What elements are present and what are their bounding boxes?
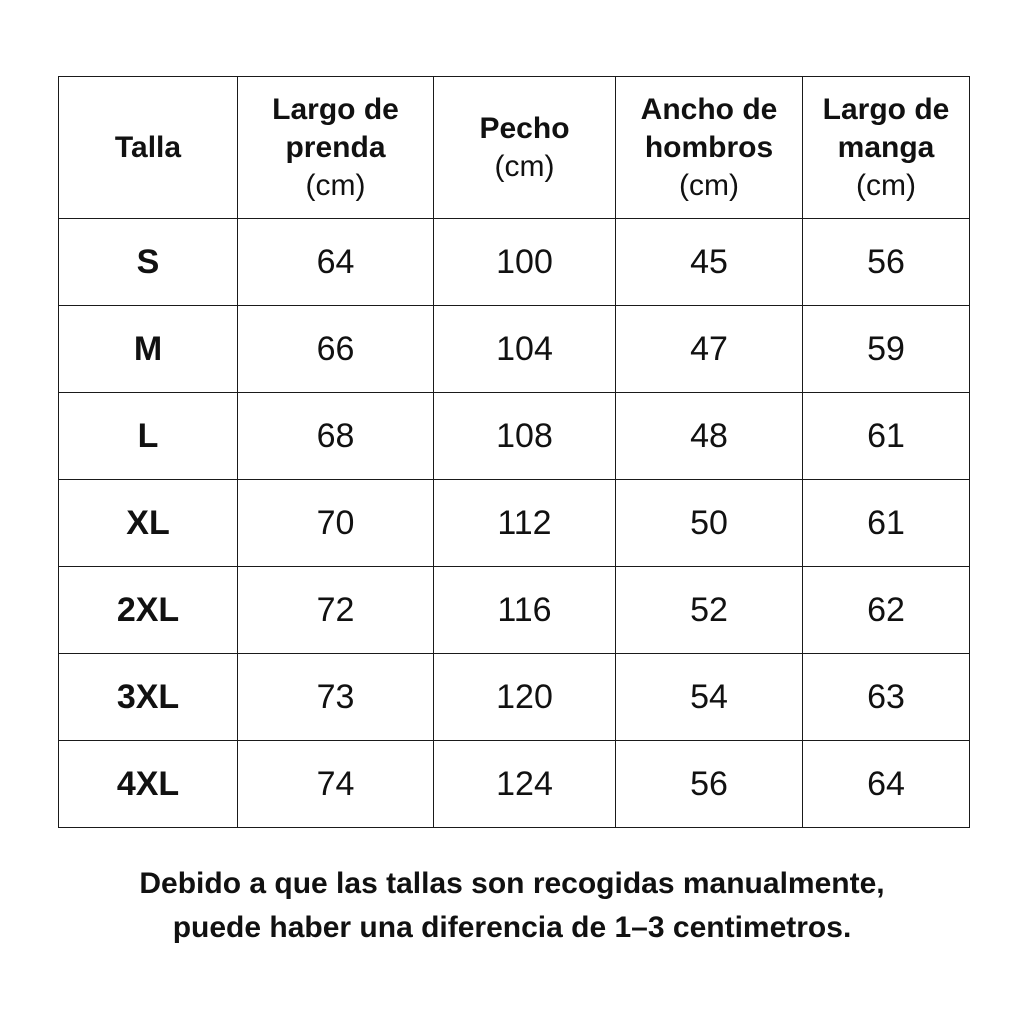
measurement-disclaimer — [0, 862, 1024, 950]
largo-prenda-cell: 74 — [238, 741, 434, 828]
size-cell: 3XL — [59, 654, 238, 741]
header-label: Largo de manga — [822, 92, 950, 164]
ancho-hombros-cell: 48 — [616, 393, 803, 480]
disclaimer-line-2: puede haber una diferencia de 1–3 centimetros. — [172, 911, 852, 944]
ancho-hombros-cell: 52 — [616, 567, 803, 654]
size-cell: XL — [59, 480, 238, 567]
ancho-hombros-cell: 56 — [616, 741, 803, 828]
largo-prenda-cell: 72 — [238, 567, 434, 654]
largo-manga-cell: 64 — [803, 741, 970, 828]
pecho-cell: 112 — [434, 480, 616, 567]
table-row — [59, 741, 970, 828]
largo-manga-cell: 61 — [803, 393, 970, 480]
table-row — [59, 480, 970, 567]
pecho-cell: 108 — [434, 393, 616, 480]
pecho-cell: 120 — [434, 654, 616, 741]
header-pecho — [434, 77, 616, 219]
largo-manga-cell: 56 — [803, 219, 970, 306]
size-cell: 4XL — [59, 741, 238, 828]
header-label: Pecho — [479, 111, 570, 145]
pecho-cell: 104 — [434, 306, 616, 393]
header-unit: (cm) — [305, 168, 366, 202]
header-unit: (cm) — [494, 149, 555, 183]
header-unit: (cm) — [679, 168, 739, 202]
largo-manga-cell: 61 — [803, 480, 970, 567]
size-chart-table — [58, 76, 970, 828]
table-row — [59, 219, 970, 306]
header-label: Ancho de hombros — [640, 92, 778, 164]
largo-prenda-cell: 68 — [238, 393, 434, 480]
pecho-cell: 116 — [434, 567, 616, 654]
disclaimer-line-1: Debido a que las tallas son recogidas manualmente, — [139, 867, 885, 900]
ancho-hombros-cell: 54 — [616, 654, 803, 741]
largo-prenda-cell: 73 — [238, 654, 434, 741]
header-ancho-de-hombros — [616, 77, 803, 219]
size-cell: S — [59, 219, 238, 306]
ancho-hombros-cell: 47 — [616, 306, 803, 393]
largo-manga-cell: 62 — [803, 567, 970, 654]
largo-manga-cell: 63 — [803, 654, 970, 741]
ancho-hombros-cell: 50 — [616, 480, 803, 567]
header-unit: (cm) — [856, 168, 916, 202]
table-row — [59, 306, 970, 393]
pecho-cell: 100 — [434, 219, 616, 306]
header-label: Talla — [114, 130, 182, 164]
header-talla — [59, 77, 238, 219]
header-largo-de-prenda — [238, 77, 434, 219]
size-cell: L — [59, 393, 238, 480]
header-label: Largo de prenda — [272, 92, 399, 164]
largo-prenda-cell: 70 — [238, 480, 434, 567]
largo-manga-cell: 59 — [803, 306, 970, 393]
table-row — [59, 393, 970, 480]
largo-prenda-cell: 66 — [238, 306, 434, 393]
table-row — [59, 654, 970, 741]
ancho-hombros-cell: 45 — [616, 219, 803, 306]
header-largo-de-manga — [803, 77, 970, 219]
pecho-cell: 124 — [434, 741, 616, 828]
largo-prenda-cell: 64 — [238, 219, 434, 306]
table-header-row — [59, 77, 970, 219]
size-cell: 2XL — [59, 567, 238, 654]
size-cell: M — [59, 306, 238, 393]
table-row — [59, 567, 970, 654]
